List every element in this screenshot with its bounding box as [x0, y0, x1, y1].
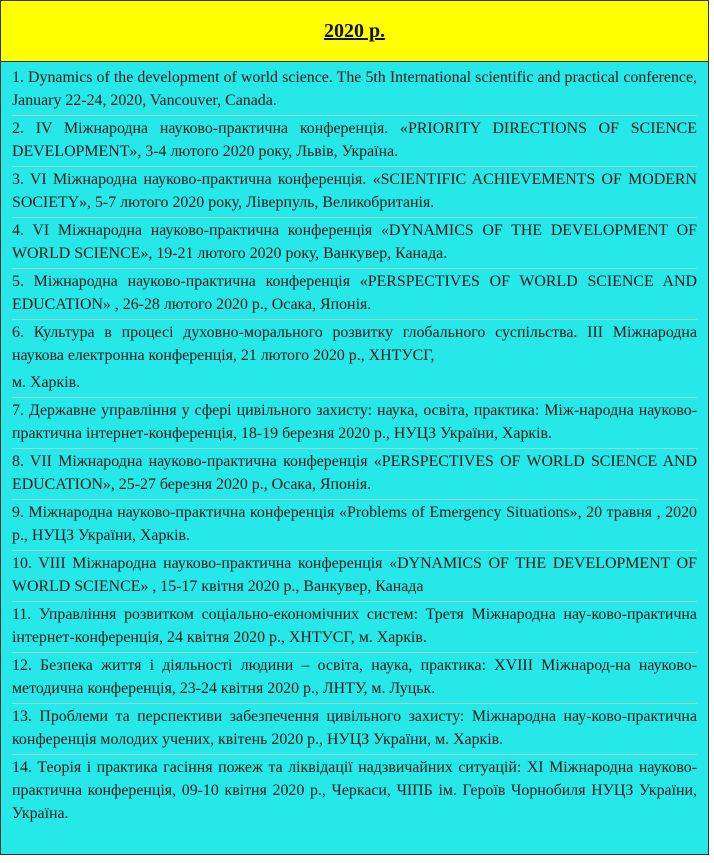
entry-text: 2. IV Міжнародна науково-практична конференція. «PRIORITY DIRECTIONS OF SCIENCE DEVELOPMENT», 3-4 лютого 2020 року, Львів, Україна. [12, 120, 697, 160]
entry-text: 12. Безпека життя і діяльності людини – освіта, наука, практика: XVIII Міжнарод-на науково-методична конференція, 23-24 квітня 2020 р., ЛНТУ, м. Луцьк. [12, 657, 697, 697]
list-item [12, 603, 697, 653]
conference-list [0, 62, 709, 855]
list-item [12, 66, 697, 116]
list-item [12, 756, 697, 828]
year-header [0, 0, 709, 62]
entry-text: 7. Державне управління у сфері цивільного захисту: наука, освіта, практика: Між-народна науково-практична інтернет-конференція, 18-19 березня 2020 р., НУЦЗ України, Харків. [12, 402, 697, 442]
entry-text: 14. Теорія і практика гасіння пожеж та ліквідації надзвичайних ситуацій: ХІ Міжнародна науково-практична конференція, 09-10 квітня 2020 р., Черкаси, ЧІПБ ім. Героїв Чорнобиля НУЦЗ України, Україна. [12, 759, 697, 822]
list-item [12, 168, 697, 218]
entry-text: 4. VI Міжнародна науково-практична конференція «DYNAMICS OF THE DEVELOPMENT OF WORLD SCIENCE», 19-21 лютого 2020 року, Ванкувер, Канада. [12, 222, 697, 262]
entry-text: 6. Культура в процесі духовно-морального розвитку глобального суспільства. ІІІ Міжнародна наукова електронна конференція, 21 лютого 2020 р., ХНТУСГ, [12, 324, 697, 364]
list-item [12, 450, 697, 500]
list-item [12, 654, 697, 704]
list-item [12, 501, 697, 551]
entry-text: 13. Проблеми та перспективи забезпечення цивільного захисту: Міжнародна нау-ково-практична конференція молодих учених, квітень 2020 р., НУЦЗ України, м. Харків. [12, 708, 697, 748]
entry-text: 11. Управління розвитком соціально-економічних систем: Третя Міжнародна нау-ково-практична інтернет-конференція, 24 квітня 2020 р., ХНТУСГ, м. Харків. [12, 606, 697, 646]
list-item [12, 552, 697, 602]
list-item [12, 270, 697, 320]
list-item [12, 117, 697, 167]
entry-text: 8. VII Міжнародна науково-практична конференція «PERSPECTIVES OF WORLD SCIENCE AND EDUCATION», 25-27 березня 2020 р., Осака, Японія. [12, 453, 697, 493]
year-title: 2020 р. [323, 19, 386, 42]
list-item [12, 705, 697, 755]
list-item [12, 399, 697, 449]
entry-text: 1. Dynamics of the development of world science. The 5th International scientific and practical conference, January 22-24, 2020, Vancouver, Canada. [12, 69, 697, 109]
entry-text: 5. Міжнародна науково-практична конференція «PERSPECTIVES OF WORLD SCIENCE AND EDUCATION» , 26-28 лютого 2020 р., Осака, Японія. [12, 273, 697, 313]
entry-text: 9. Міжнародна науково-практична конференція «Problems of Emergency Situations», 20 травня , 2020 р., НУЦЗ України, Харків. [12, 504, 697, 544]
entry-text: 3. VI Міжнародна науково-практична конференція. «SCIENTIFIC ACHIEVEMENTS OF MODERN SOCIETY», 5-7 лютого 2020 року, Ліверпуль, Великобританія. [12, 171, 697, 211]
entry-text: 10. VIII Міжнародна науково-практична конференція «DYNAMICS OF THE DEVELOPMENT OF WORLD SCIENCE» , 15-17 квітня 2020 р., Ванкувер, Канада [12, 555, 697, 595]
list-item [12, 219, 697, 269]
list-item [12, 321, 697, 398]
entry-city: м. Харків. [12, 374, 81, 391]
